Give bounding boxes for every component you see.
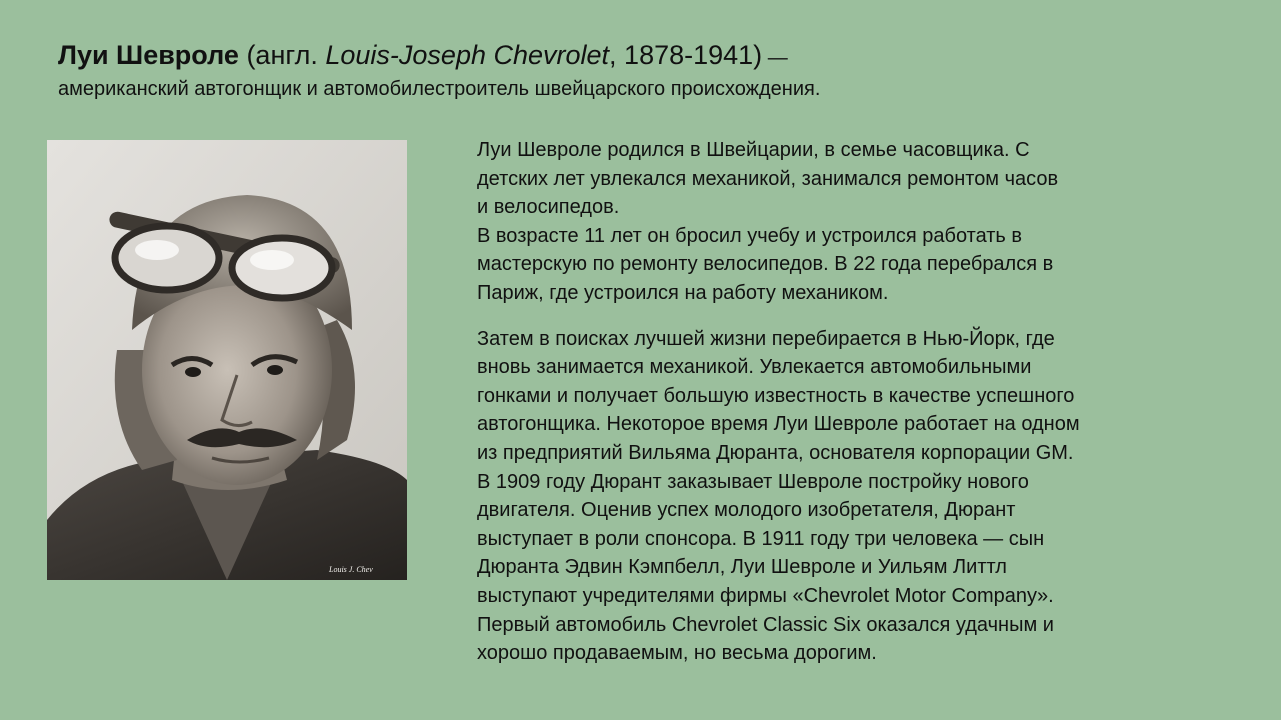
title-years: , 1878-1941) xyxy=(609,40,763,70)
bio-line: детских лет увлекался механикой, занимался ремонтом часов xyxy=(477,167,1059,190)
bio-line: двигателя. Оценив успех молодого изобретателя, Дюрант xyxy=(477,499,1016,522)
bio-line: Париж, где устроился на работу механиком. xyxy=(477,281,889,304)
bio-line: гонками и получает большую известность в качестве успешного xyxy=(477,384,1075,407)
bio-line: Луи Шевроле родился в Швейцарии, в семье часовщика. С xyxy=(477,139,1030,161)
bio-line: В 1909 году Дюрант заказывает Шевроле постройку нового xyxy=(477,470,1029,493)
title-prefix: (англ. xyxy=(238,40,326,70)
bio-line: вновь занимается механикой. Увлекается автомобильными xyxy=(477,356,1032,379)
title-latin-name: Louis-Joseph Chevrolet xyxy=(325,40,610,70)
page-title xyxy=(58,36,1238,77)
bio-line: мастерскую по ремонту велосипедов. В 22 года перебрался в xyxy=(477,253,1054,276)
bio-line: выступает в роли спонсора. В 1911 году три человека — сын xyxy=(477,527,1045,550)
photo-signature: Louis J. Chev xyxy=(329,565,373,574)
portrait-photo xyxy=(47,140,407,580)
title-dash: — xyxy=(762,47,788,69)
title-block xyxy=(58,36,1238,103)
biography-text xyxy=(477,136,1217,668)
bio-line: выступают учредителями фирмы «Chevrolet Motor Company». xyxy=(477,584,1054,607)
subtitle: американский автогонщик и автомобилестроитель швейцарского происхождения. xyxy=(58,78,821,100)
bio-line: В возрасте 11 лет он бросил учебу и устроился работать в xyxy=(477,224,1023,247)
bio-line: Первый автомобиль Chevrolet Classic Six оказался удачным и xyxy=(477,613,1054,636)
bio-line: из предприятий Вильяма Дюранта, основателя корпорации GM. xyxy=(477,441,1074,464)
bio-paragraph-2 xyxy=(477,325,1217,668)
paragraph-gap xyxy=(477,308,1217,325)
bio-line: Дюранта Эдвин Кэмпбелл, Луи Шевроле и Уильям Литтл xyxy=(477,556,1007,579)
portrait-illustration xyxy=(47,140,407,580)
bio-line: Затем в поисках лучшей жизни перебирается в Нью-Йорк, где xyxy=(477,327,1055,350)
bio-line: и велосипедов. xyxy=(477,196,620,219)
bio-line: автогонщика. Некоторое время Луи Шевроле работает на одном xyxy=(477,413,1080,436)
title-name: Луи Шевроле xyxy=(58,40,239,70)
bio-paragraph-1 xyxy=(477,136,1217,308)
bio-line: хорошо продаваемым, но весьма дорогим. xyxy=(477,642,877,665)
